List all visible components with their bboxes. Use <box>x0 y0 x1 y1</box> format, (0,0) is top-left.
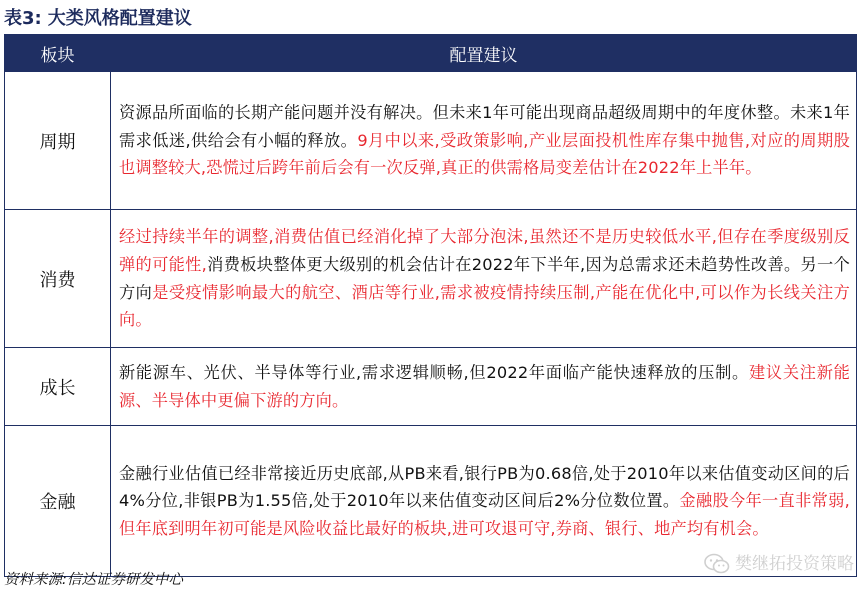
advice-text: 新能源车、光伏、半导体等行业,需求逻辑顺畅,但2022年面临产能快速释放的压制。 <box>119 362 749 382</box>
source-note: 资料来源:信达证券研发中心 <box>4 572 183 588</box>
advice-cell <box>111 72 857 210</box>
advice-cell <box>111 210 857 348</box>
wechat-icon <box>704 553 730 575</box>
sector-cell: 金融 <box>5 426 111 577</box>
advice-highlight: 经过持续半年的调整,消费估值已经消化掉了大部分泡沫,虽然还不是历史较低水平,但存在季度级别反弹的可能性, <box>119 227 850 274</box>
allocation-table <box>4 34 857 577</box>
advice-text: 消费板块整体更大级别的机会估计在2022年下半年,因为总需求还未趋势性改善。另一个方向 <box>119 254 850 302</box>
advice-highlight: 建议关注新能源、半导体中更偏下游的方向。 <box>119 362 851 410</box>
sector-cell: 成长 <box>5 348 111 426</box>
sector-cell: 周期 <box>5 72 111 210</box>
header-advice: 配置建议 <box>111 35 857 72</box>
table-header-row <box>5 35 857 72</box>
table-row <box>5 210 857 348</box>
advice-text: 金融行业估值已经非常接近历史底部,从PB来看,银行PB为0.68倍,处于2010年以来估值变动区间的后4%分位,非银PB为1.55倍,处于2010年以来估值变动区间后2%分位数位置。 <box>119 463 850 511</box>
watermark <box>704 550 854 578</box>
watermark-text: 樊继拓投资策略 <box>735 554 854 574</box>
advice-highlight: 是受疫情影响最大的航空、酒店等行业,需求被疫情持续压制,产能在优化中,可以作为长线关注方向。 <box>119 282 850 330</box>
advice-cell <box>111 348 857 426</box>
advice-highlight: 9月中以来,受政策影响,产业层面投机性库存集中抛售,对应的周期股也调整较大,恐慌过后跨年前后会有一次反弹,真正的供需格局变差估计在2022年上半年。 <box>119 130 850 178</box>
table-title-text: 大类风格配置建议 <box>47 8 192 29</box>
header-sector: 板块 <box>5 35 111 72</box>
sector-cell: 消费 <box>5 210 111 348</box>
table-row <box>5 72 857 210</box>
table-label: 表3: <box>4 8 42 29</box>
table-title <box>4 6 192 32</box>
advice-highlight: 金融股今年一直非常弱,但年底到明年初可能是风险收益比最好的板块,进可攻退可守,券商、银行、地产均有机会。 <box>119 491 850 538</box>
table-row <box>5 348 857 426</box>
advice-text: 资源品所面临的长期产能问题并没有解决。但未来1年可能出现商品超级周期中的年度休整。未来1年需求低迷,供给会有小幅的释放。 <box>119 103 850 150</box>
